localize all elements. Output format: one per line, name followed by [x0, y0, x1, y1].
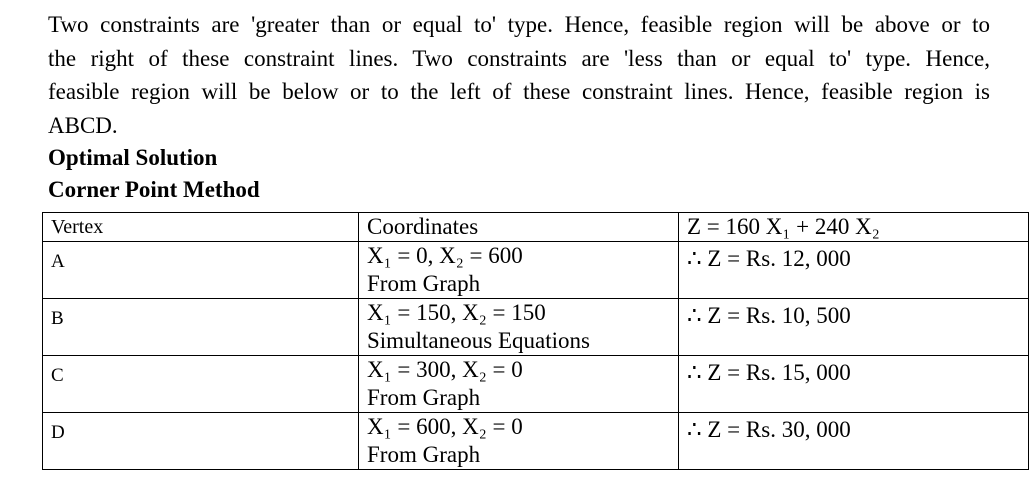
coordinates-value: X₁ = 150, X₂ = 150: [367, 300, 546, 325]
header-coordinates: Coordinates: [359, 213, 679, 242]
coordinates-value: X₁ = 600, X₂ = 0: [367, 414, 523, 439]
objective-value-cell: ∴ Z = Rs. 12, 000: [679, 242, 1029, 299]
coordinates-value: X₁ = 300, X₂ = 0: [367, 357, 523, 382]
header-vertex: Vertex: [43, 213, 359, 242]
coordinates-value: X₁ = 0, X₂ = 600: [367, 243, 523, 268]
objective-value-cell: ∴ Z = Rs. 15, 000: [679, 356, 1029, 413]
objective-value-cell: ∴ Z = Rs. 10, 500: [679, 299, 1029, 356]
coordinates-method: From Graph: [367, 271, 481, 296]
coordinates-cell: [359, 299, 679, 356]
coordinates-method: From Graph: [367, 442, 481, 467]
corner-point-table: [42, 212, 1029, 470]
explanation-paragraph: [48, 8, 990, 142]
vertex-cell: B: [43, 299, 359, 356]
paragraph-line: the right of these constraint lines. Two constraints are 'less than or equal to' type. Hence,: [48, 45, 990, 71]
paragraph-line: Two constraints are 'greater than or equal to' type. Hence, feasible region will be above or to: [48, 12, 990, 37]
coordinates-cell: [359, 413, 679, 470]
objective-value-cell: ∴ Z = Rs. 30, 000: [679, 413, 1029, 470]
coordinates-method: Simultaneous Equations: [367, 328, 590, 353]
paragraph-line: ABCD.: [48, 112, 118, 138]
coordinates-cell: [359, 356, 679, 413]
table-row: [43, 299, 1029, 356]
vertex-cell: C: [43, 356, 359, 413]
table-row: [43, 356, 1029, 413]
vertex-cell: A: [43, 242, 359, 299]
vertex-cell: D: [43, 413, 359, 470]
table-header-row: [43, 213, 1029, 242]
corner-point-method-heading: Corner Point Method: [48, 177, 260, 202]
document-body: [48, 8, 990, 206]
table-row: [43, 242, 1029, 299]
table-row: [43, 413, 1029, 470]
optimal-solution-heading: Optimal Solution: [48, 145, 218, 170]
paragraph-line: feasible region will be below or to the left of these constraint lines. Hence, feasible region is: [48, 79, 990, 104]
coordinates-method: From Graph: [367, 385, 481, 410]
coordinates-cell: [359, 242, 679, 299]
header-objective: Z = 160 X₁ + 240 X₂: [679, 213, 1029, 242]
